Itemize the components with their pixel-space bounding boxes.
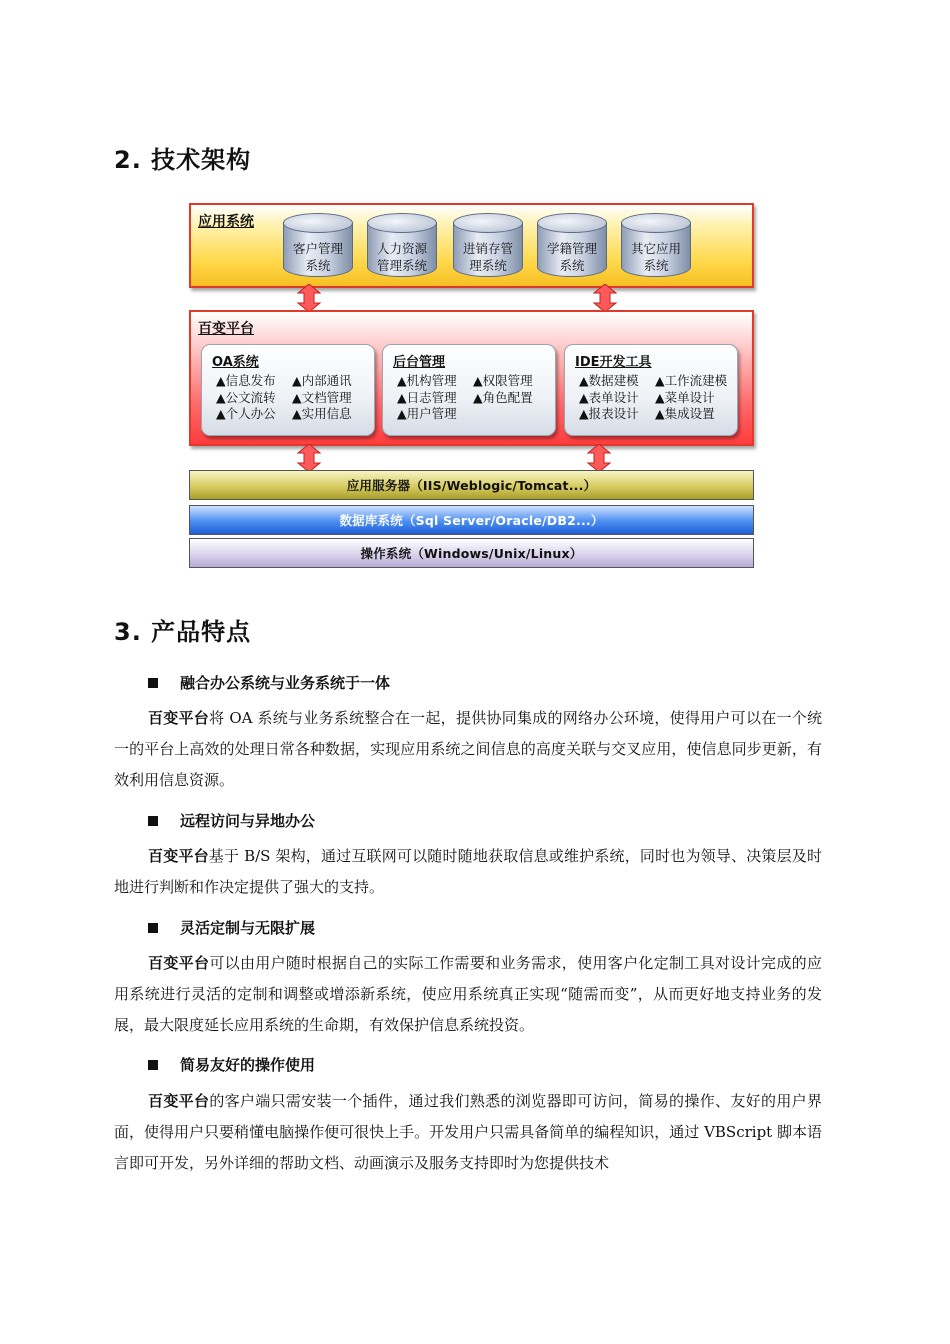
architecture-diagram (186, 200, 758, 582)
module-item: ▲个人办公 (216, 406, 276, 421)
app-layer-label: 应用系统 (198, 214, 254, 230)
module-item: ▲内部通讯 (292, 373, 352, 388)
platform-layer-label: 百变平台 (198, 321, 254, 337)
module-card-oa (201, 344, 375, 436)
square-bullet-icon (148, 1060, 158, 1070)
feature-paragraph: 百变平台可以由用户随时根据自己的实际工作需要和业务需求，使用客户化定制工具对设计完成的应用系统进行灵活的定制和调整或增添新系统，使应用系统真正实现“随需而变”，从而更好地支持业务的发展，最大限度延长应用系统的生命期，有效保护信息系统投资。 (114, 954, 822, 1034)
module-item: ▲工作流建模 (655, 373, 728, 388)
square-bullet-icon (148, 816, 158, 826)
module-item: ▲实用信息 (292, 406, 352, 421)
double-arrow-icon (296, 444, 322, 472)
module-item: ▲数据建模 (579, 373, 639, 388)
module-title: OA系统 (212, 355, 259, 370)
app-layer-band (189, 203, 754, 288)
feature-paragraph: 百变平台的客户端只需安装一个插件，通过我们熟悉的浏览器即可访问，简易的操作、友好的用户界面，使得用户只要稍懂电脑操作便可很快上手。开发用户只需具备简单的编程知识，通过 VBScript 脚本语言即可开发，另外详细的帮助文档、动画演示及服务支持即时为您提供技术 (114, 1092, 822, 1172)
module-item (473, 406, 555, 422)
module-item: ▲集成设置 (655, 406, 715, 421)
module-item: ▲表单设计 (579, 389, 639, 405)
feature-heading: 融合办公系统与业务系统于一体 (148, 672, 390, 693)
module-item: ▲信息发布 (216, 373, 276, 388)
feature-heading: 灵活定制与无限扩展 (148, 917, 315, 938)
module-item: ▲用户管理 (397, 406, 457, 421)
section-heading-features: 3. 产品特点 (114, 618, 252, 646)
brand-name: 百变平台 (148, 954, 210, 972)
module-item: ▲角色配置 (473, 389, 533, 405)
module-item: ▲日志管理 (397, 389, 457, 405)
double-arrow-icon (586, 444, 612, 472)
db-cylinder-icon (367, 213, 437, 287)
brand-name: 百变平台 (148, 1092, 210, 1110)
app-system-label: 进销存管 理系统 (462, 241, 513, 273)
double-arrow-icon (296, 284, 322, 312)
module-title: 后台管理 (393, 355, 446, 370)
module-item: ▲机构管理 (397, 373, 457, 388)
db-cylinder-icon (621, 213, 691, 287)
module-title: IDE开发工具 (575, 355, 652, 370)
database-layer: 数据库系统（Sql Server/Oracle/DB2...） (189, 505, 754, 535)
os-layer: 操作系统（Windows/Unix/Linux） (189, 538, 754, 568)
db-cylinder-icon (453, 213, 523, 287)
platform-layer-band (189, 310, 754, 446)
square-bullet-icon (148, 678, 158, 688)
module-item: ▲菜单设计 (655, 389, 715, 405)
double-arrow-icon (592, 284, 618, 312)
brand-name: 百变平台 (148, 847, 209, 865)
module-card-admin (382, 344, 556, 436)
feature-heading: 远程访问与异地办公 (148, 810, 315, 831)
app-system-label: 其它应用 系统 (630, 241, 681, 273)
feature-paragraph: 百变平台基于 B/S 架构，通过互联网可以随时随地获取信息或维护系统，同时也为领导、决策层及时地进行判断和作决定提供了强大的支持。 (114, 847, 822, 896)
module-card-ide (564, 344, 738, 436)
section-heading-architecture: 2. 技术架构 (114, 146, 252, 174)
db-cylinder-icon (537, 213, 607, 287)
square-bullet-icon (148, 923, 158, 933)
module-item: ▲报表设计 (579, 406, 639, 421)
brand-name: 百变平台 (148, 709, 210, 727)
module-item: ▲文档管理 (292, 389, 352, 405)
app-server-layer: 应用服务器（IIS/Weblogic/Tomcat...） (189, 470, 754, 500)
db-cylinder-icon (283, 213, 353, 287)
feature-paragraph: 百变平台将 OA 系统与业务系统整合在一起，提供协同集成的网络办公环境，使得用户可以在一个统一的平台上高效的处理日常各种数据，实现应用系统之间信息的高度关联与交叉应用，使信息同步更新，有效利用信息资源。 (114, 709, 822, 789)
app-system-label: 人力资源 管理系统 (376, 241, 427, 273)
app-system-label: 客户管理 系统 (292, 241, 343, 273)
feature-heading: 简易友好的操作使用 (148, 1054, 315, 1075)
module-item: ▲权限管理 (473, 373, 533, 388)
app-system-label: 学籍管理 系统 (546, 241, 597, 273)
module-item: ▲公文流转 (216, 389, 276, 405)
